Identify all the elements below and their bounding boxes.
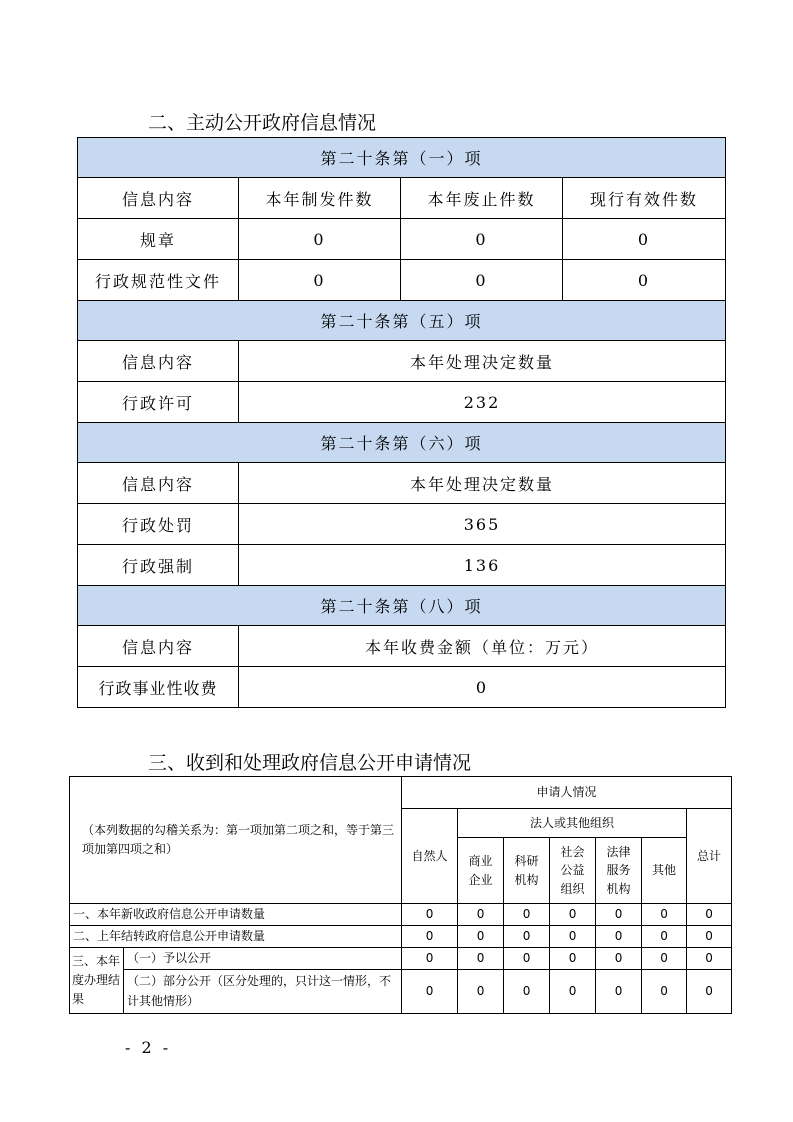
row3a-label: （一）予以公开 <box>124 948 402 970</box>
row-normative-issued: 0 <box>239 260 401 301</box>
row3b-value: 0 <box>687 970 732 1014</box>
row3a-value: 0 <box>504 948 550 970</box>
row-permit-value: 232 <box>239 382 726 423</box>
col-valid-header: 现行有效件数 <box>563 178 726 219</box>
page-number: - 2 - <box>125 1038 172 1057</box>
row1-label: 一、本年新收政府信息公开申请数量 <box>70 904 402 926</box>
proactive-disclosure-table <box>77 137 726 708</box>
row2-value: 0 <box>458 926 504 948</box>
row-enforcement-label: 行政强制 <box>78 545 239 586</box>
article-8-header: 第二十条第（八）项 <box>78 586 726 626</box>
row-fees-label: 行政事业性收费 <box>78 667 239 708</box>
row-rules-valid: 0 <box>563 219 726 260</box>
row3a-value: 0 <box>550 948 596 970</box>
row-penalty-label: 行政处罚 <box>78 504 239 545</box>
article-5-col-count: 本年处理决定数量 <box>239 341 726 382</box>
article-8-col-amount: 本年收费金额（单位：万元） <box>239 626 726 667</box>
row3b-label: （二）部分公开（区分处理的，只计这一情形，不计其他情形） <box>124 970 402 1014</box>
row2-value: 0 <box>504 926 550 948</box>
row-permit-label: 行政许可 <box>78 382 239 423</box>
article-8-col-info: 信息内容 <box>78 626 239 667</box>
col-business: 商业企业 <box>458 838 504 904</box>
row-fees-value: 0 <box>239 667 726 708</box>
col-abolished-header: 本年废止件数 <box>401 178 563 219</box>
row3b-value: 0 <box>402 970 458 1014</box>
col-research: 科研机构 <box>504 838 550 904</box>
row-penalty-value: 365 <box>239 504 726 545</box>
row2-value: 0 <box>596 926 642 948</box>
article-5-header: 第二十条第（五）项 <box>78 301 726 341</box>
row1-value: 0 <box>596 904 642 926</box>
col-natural-person: 自然人 <box>402 809 458 904</box>
article-6-header: 第二十条第（六）项 <box>78 423 726 463</box>
col-info-header: 信息内容 <box>78 178 239 219</box>
col-public-welfare: 社会公益组织 <box>550 838 596 904</box>
row-normative-label: 行政规范性文件 <box>78 260 239 301</box>
application-table <box>69 776 732 1014</box>
article-6-col-count: 本年处理决定数量 <box>239 463 726 504</box>
row2-value: 0 <box>550 926 596 948</box>
row3b-value: 0 <box>458 970 504 1014</box>
col-legal-service: 法律服务机构 <box>596 838 642 904</box>
row-enforcement-value: 136 <box>239 545 726 586</box>
article-5-col-info: 信息内容 <box>78 341 239 382</box>
row1-value: 0 <box>402 904 458 926</box>
row-normative-valid: 0 <box>563 260 726 301</box>
row2-value: 0 <box>402 926 458 948</box>
row-rules-abolished: 0 <box>401 219 563 260</box>
row2-value: 0 <box>642 926 687 948</box>
row1-value: 0 <box>458 904 504 926</box>
row3a-value: 0 <box>687 948 732 970</box>
row3a-value: 0 <box>458 948 504 970</box>
row2-label: 二、上年结转政府信息公开申请数量 <box>70 926 402 948</box>
relation-note: （本列数据的勾稽关系为：第一项加第二项之和，等于第三项加第四项之和） <box>70 777 402 904</box>
row1-value: 0 <box>550 904 596 926</box>
row3b-value: 0 <box>596 970 642 1014</box>
row1-value: 0 <box>504 904 550 926</box>
article-1-header: 第二十条第（一）项 <box>78 138 726 178</box>
row3b-value: 0 <box>642 970 687 1014</box>
row2-value: 0 <box>687 926 732 948</box>
row1-value: 0 <box>642 904 687 926</box>
applicant-header: 申请人情况 <box>402 777 732 809</box>
row3a-value: 0 <box>596 948 642 970</box>
section-2-heading: 二、主动公开政府信息情况 <box>148 112 377 134</box>
legal-entity-group-header: 法人或其他组织 <box>458 809 687 838</box>
col-issued-header: 本年制发件数 <box>239 178 401 219</box>
section-3-heading: 三、收到和处理政府信息公开申请情况 <box>148 752 472 774</box>
row3a-value: 0 <box>642 948 687 970</box>
row3-group-label: 三、本年度办理结果 <box>70 948 124 1014</box>
row3b-value: 0 <box>550 970 596 1014</box>
row-normative-abolished: 0 <box>401 260 563 301</box>
article-6-col-info: 信息内容 <box>78 463 239 504</box>
row1-value: 0 <box>687 904 732 926</box>
row-rules-issued: 0 <box>239 219 401 260</box>
col-other: 其他 <box>642 838 687 904</box>
row3a-value: 0 <box>402 948 458 970</box>
col-total: 总计 <box>687 809 732 904</box>
row3b-value: 0 <box>504 970 550 1014</box>
row-rules-label: 规章 <box>78 219 239 260</box>
